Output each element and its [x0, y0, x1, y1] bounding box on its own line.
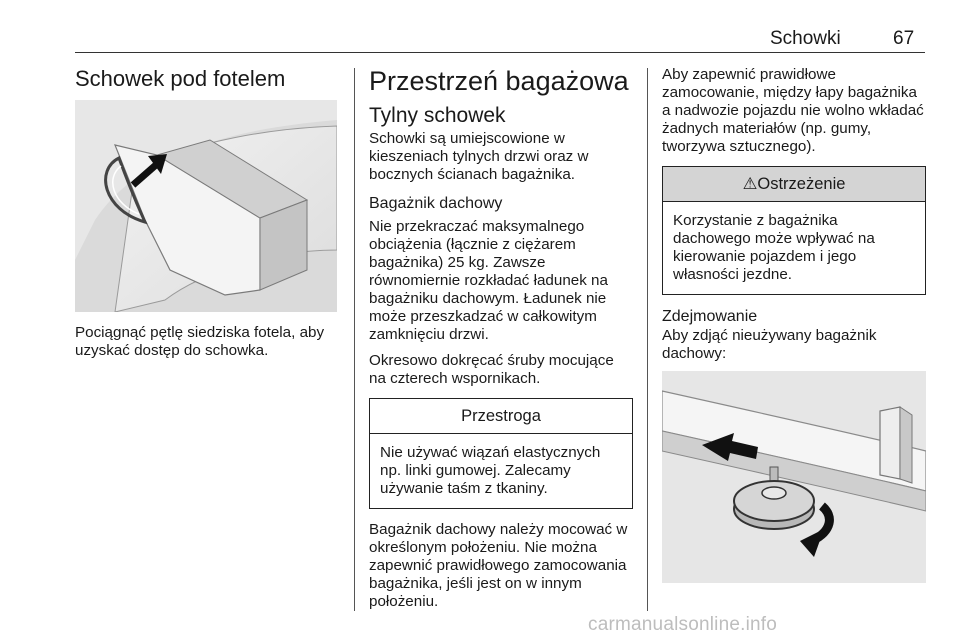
paragraph-roof-rack-load: Nie przekraczać maksymalnego obciążenia (łącznie z ciężarem bagażnika) 25 kg. Zawsze równomiernie rozkładać ładunek na bagażniku dachowym. Ładunek nie może przeszkadzać w całkowitym zamknięciu drzwi. — [369, 218, 608, 343]
column-divider-1 — [354, 68, 355, 611]
warning-body — [663, 202, 925, 294]
caption-under-seat: Pociągnąć pętlę siedziska fotela, aby uzyskać dostęp do schowka. — [75, 324, 325, 359]
running-header-title: Schowki — [770, 28, 841, 49]
paragraph-roof-rack-bolts: Okresowo dokręcać śruby mocujące na czterech wspornikach. — [369, 352, 614, 387]
paragraph-roof-rack-position: Bagażnik dachowy należy mocować w określonym położeniu. Nie można zapewnić prawidłowego zamocowania bagażnika, jeśli jest on w innym położeniu. — [369, 521, 628, 610]
column-divider-2 — [647, 68, 648, 611]
caution-text: Nie używać wiązań elastycznych np. linki gumowej. Zalecamy używanie taśm z tkaniny. — [380, 444, 601, 497]
caution-box — [369, 398, 633, 509]
paragraph-rear-storage: Schowki są umiejscowione w kieszeniach tylnych drzwi oraz w bocznych ścianach bagażnika. — [369, 130, 589, 183]
subheading-rear-storage: Tylny schowek — [369, 104, 506, 127]
watermark: carmanualsonline.info — [588, 614, 778, 635]
warning-text: Korzystanie z bagażnika dachowego może wpływać na kierowanie pojazdem i jego własności jezdne. — [673, 212, 875, 283]
section-heading-under-seat-storage: Schowek pod fotelem — [75, 66, 286, 91]
warning-triangle-icon: ⚠ — [742, 175, 758, 193]
roof-rack-removal-illustration — [662, 371, 926, 583]
subheading-removal: Zdejmowanie — [662, 308, 758, 325]
seat-drawer-illustration — [75, 100, 337, 312]
warning-header — [663, 167, 925, 202]
warning-box — [662, 166, 926, 295]
page-number: 67 — [893, 28, 915, 49]
paragraph-mounting-materials: Aby zapewnić prawidłowe zamocowanie, między łapy bagażnika a nadwozie pojazdu nie wolno wkładać żadnych materiałów (np. gumy, tworzywa sztucznego). — [662, 66, 924, 155]
caution-title: Przestroga — [370, 399, 632, 434]
paragraph-removal-intro: Aby zdjąć nieużywany bagażnik dachowy: — [662, 327, 877, 362]
column-3 — [662, 66, 926, 583]
header-rule — [75, 52, 925, 53]
subheading-roof-rack: Bagażnik dachowy — [369, 195, 503, 212]
caution-body — [370, 434, 632, 508]
section-heading-luggage-space: Przestrzeń bagażowa — [369, 66, 629, 96]
column-1 — [75, 66, 343, 368]
warning-title: Ostrzeżenie — [757, 175, 846, 193]
column-2 — [369, 66, 633, 619]
